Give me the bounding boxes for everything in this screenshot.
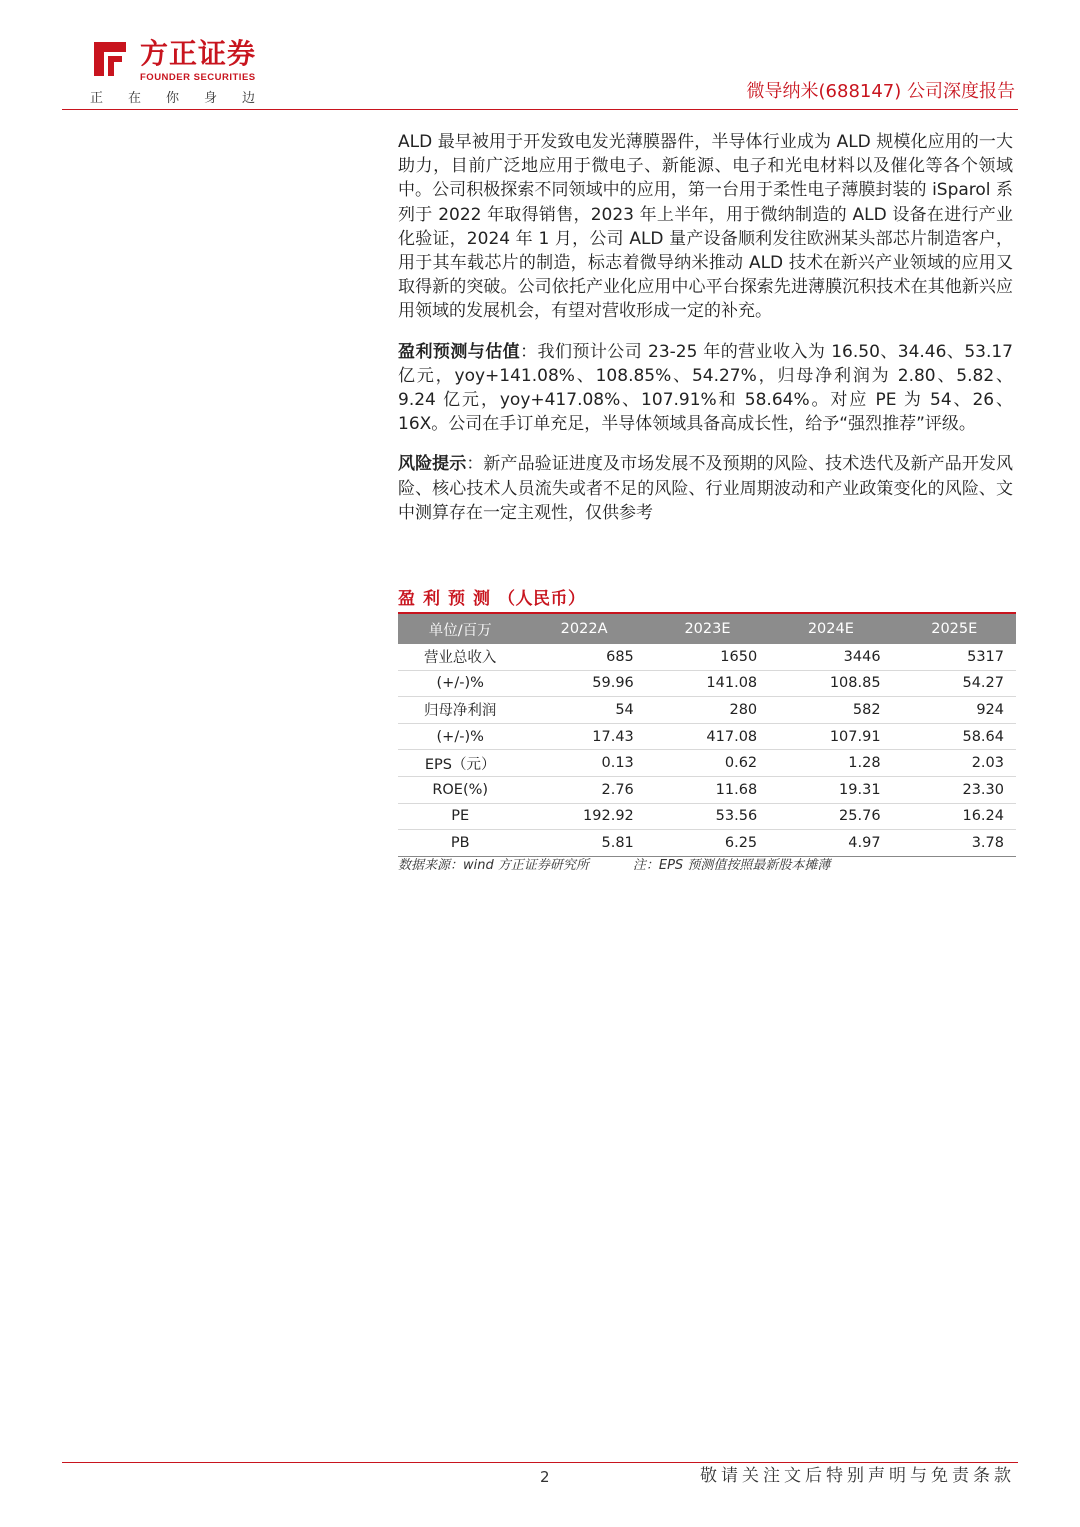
logo-english-name: FOUNDER SECURITIES [140, 72, 256, 83]
row-label: (+/-)% [398, 670, 522, 697]
table-cell: 5.81 [522, 830, 645, 857]
table-cell: 23.30 [893, 776, 1016, 803]
header-2024e: 2024E [769, 614, 892, 644]
valuation-heading: 盈利预测与估值 [398, 341, 521, 362]
table-cell: 54 [522, 697, 645, 724]
table-row [398, 830, 1016, 857]
table-cell: 19.31 [769, 776, 892, 803]
row-label: 归母净利润 [398, 697, 522, 724]
row-label: PB [398, 830, 522, 857]
report-title: 微导纳米(688147) 公司深度报告 [746, 81, 1015, 102]
table-row [398, 803, 1016, 830]
report-body [398, 130, 1013, 541]
row-label: PE [398, 803, 522, 830]
table-cell: 2.03 [893, 750, 1016, 777]
eps-note: 注：EPS 预测值按照最新股本摊薄 [632, 858, 831, 873]
table-cell: 108.85 [769, 670, 892, 697]
page-number: 2 [540, 1468, 550, 1486]
ald-application-paragraph: ALD 最早被用于开发致电发光薄膜器件，半导体行业成为 ALD 规模化应用的一大助力，目前广泛地应用于微电子、新能源、电子和光电材料以及催化等各个领域中。公司积极探索不同领域中的应用，第一台用于柔性电子薄膜封装的 iSparol 系列于 2022 年取得销售，2023 年上半年，用于微纳制造的 ALD 设备在进行产业化验证，2024 年 1 月，公司 ALD 量产设备顺利发往欧洲某头部芯片制造客户，用于其车载芯片的制造，标志着微导纳米推动 ALD 技术在新兴产业领域的应用又取得新的突破。公司依托产业化应用中心平台探索先进薄膜沉积技术在其他新兴应用领域的发展机会，有望对营收形成一定的补充。 [398, 132, 1013, 322]
header-2022a: 2022A [522, 614, 645, 644]
table-cell: 582 [769, 697, 892, 724]
table-cell: 0.62 [646, 750, 769, 777]
table-cell: 685 [522, 644, 645, 670]
table-cell: 417.08 [646, 723, 769, 750]
risk-paragraph [398, 452, 1013, 525]
row-label: ROE(%) [398, 776, 522, 803]
table-cell: 924 [893, 697, 1016, 724]
table-cell: 1.28 [769, 750, 892, 777]
table-cell: 6.25 [646, 830, 769, 857]
data-source: 数据来源：wind 方正证券研究所 [398, 858, 589, 873]
row-label: (+/-)% [398, 723, 522, 750]
header-divider [62, 109, 1018, 110]
company-slogan: 正在你身边 [90, 91, 281, 106]
table-cell: 53.56 [646, 803, 769, 830]
forecast-title-main: 盈利预测 [398, 589, 498, 609]
table-source-line [398, 857, 830, 875]
table-cell: 192.92 [522, 803, 645, 830]
risk-heading: 风险提示 [398, 454, 467, 475]
table-cell: 107.91 [769, 723, 892, 750]
logo-chinese-name: 方正证券 [140, 37, 257, 70]
table-cell: 16.24 [893, 803, 1016, 830]
table-cell: 141.08 [646, 670, 769, 697]
table-cell: 54.27 [893, 670, 1016, 697]
page-header [0, 0, 1080, 112]
forecast-table [398, 614, 1016, 857]
header-2023e: 2023E [646, 614, 769, 644]
founder-logo-icon [88, 38, 130, 80]
header-unit: 单位/百万 [398, 614, 522, 644]
table-cell: 5317 [893, 644, 1016, 670]
table-cell: 3.78 [893, 830, 1016, 857]
table-cell: 25.76 [769, 803, 892, 830]
disclaimer-notice: 敬请关注文后特别声明与免责条款 [700, 1466, 1015, 1486]
table-cell: 17.43 [522, 723, 645, 750]
table-cell: 0.13 [522, 750, 645, 777]
table-cell: 11.68 [646, 776, 769, 803]
table-row [398, 697, 1016, 724]
header-2025e: 2025E [893, 614, 1016, 644]
row-label: 营业总收入 [398, 644, 522, 670]
table-cell: 59.96 [522, 670, 645, 697]
table-cell: 1650 [646, 644, 769, 670]
forecast-title-unit: （人民币） [498, 589, 586, 609]
table-cell: 280 [646, 697, 769, 724]
table-row [398, 723, 1016, 750]
table-row [398, 644, 1016, 670]
table-row [398, 776, 1016, 803]
table-row [398, 670, 1016, 697]
table-cell: 2.76 [522, 776, 645, 803]
risk-text: ：新产品验证进度及市场发展不及预期的风险、技术迭代及新产品开发风险、核心技术人员流失或者不足的风险、行业周期波动和产业政策变化的风险、文中测算存在一定主观性，仅供参考 [398, 454, 1013, 523]
forecast-header-row [398, 614, 1016, 644]
valuation-text: ：我们预计公司 23-25 年的营业收入为 16.50、34.46、53.17 亿元，yoy+141.08%、108.85%、54.27%，归母净利润为 2.80、5.82、9.24 亿元，yoy+417.08%、107.91%和 58.64%。对应 PE 为 54、26、16X。公司在手订单充足，半导体领域具备高成长性，给予“强烈推荐”评级。 [398, 341, 1013, 435]
table-cell: 3446 [769, 644, 892, 670]
table-cell: 4.97 [769, 830, 892, 857]
row-label: EPS（元） [398, 750, 522, 777]
table-cell: 58.64 [893, 723, 1016, 750]
forecast-table-title [398, 586, 586, 612]
table-row [398, 750, 1016, 777]
valuation-paragraph [398, 340, 1013, 437]
footer-divider [62, 1462, 1018, 1463]
